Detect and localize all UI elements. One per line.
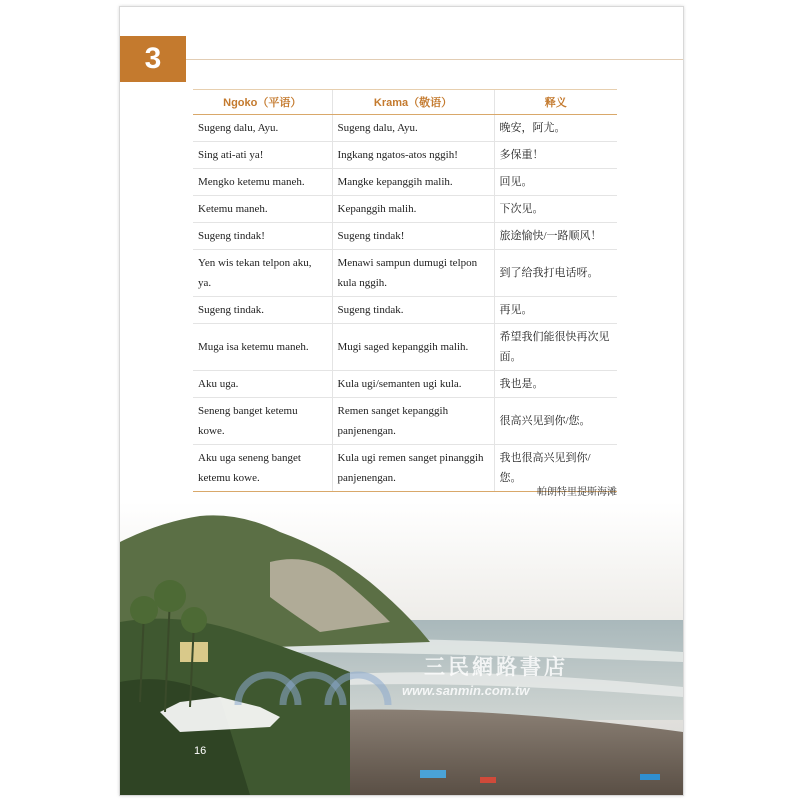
ngoko-cell: Muga isa ketemu maneh. (193, 324, 332, 371)
table-row (193, 196, 617, 223)
ngoko-cell: Ketemu maneh. (193, 196, 332, 223)
ngoko-cell: Mengko ketemu maneh. (193, 169, 332, 196)
ngoko-cell: Aku uga seneng banget ketemu kowe. (193, 445, 332, 492)
krama-cell: Kepanggih malih. (332, 196, 494, 223)
table-row (193, 297, 617, 324)
header-meaning: 释义 (494, 90, 617, 115)
table-row (193, 169, 617, 196)
krama-cell: Kula ugi/semanten ugi kula. (332, 371, 494, 398)
krama-cell: Sugeng tindak! (332, 223, 494, 250)
table-row (193, 223, 617, 250)
table-row (193, 142, 617, 169)
krama-cell: Sugeng tindak. (332, 297, 494, 324)
meaning-cell: 希望我们能很快再次见面。 (494, 324, 617, 371)
header-krama: Krama（敬语） (332, 90, 494, 115)
chapter-number-tab: 3 (120, 36, 186, 82)
meaning-cell: 我也很高兴见到你/您。 (494, 445, 617, 492)
watermark-name: 三民網路書店 (424, 655, 568, 679)
phrase-table (193, 89, 617, 492)
krama-cell: Ingkang ngatos-atos nggih! (332, 142, 494, 169)
ngoko-cell: Aku uga. (193, 371, 332, 398)
table-row (193, 324, 617, 371)
ngoko-cell: Yen wis tekan telpon aku, ya. (193, 250, 332, 297)
ngoko-cell: Sing ati-ati ya! (193, 142, 332, 169)
meaning-cell: 回见。 (494, 169, 617, 196)
watermark-url: www.sanmin.com.tw (402, 683, 530, 698)
meaning-cell: 很高兴见到你/您。 (494, 398, 617, 445)
meaning-cell: 下次见。 (494, 196, 617, 223)
page-number: 16 (194, 745, 207, 757)
krama-cell: Mangke kepanggih malih. (332, 169, 494, 196)
meaning-cell: 晚安，阿尤。 (494, 115, 617, 142)
meaning-cell: 旅途愉快/一路顺风！ (494, 223, 617, 250)
header-rule (186, 59, 683, 60)
krama-cell: Kula ugi remen sanget pinanggih panjenengan. (332, 445, 494, 492)
table-header-row (193, 90, 617, 115)
meaning-cell: 我也是。 (494, 371, 617, 398)
table-row (193, 250, 617, 297)
ngoko-cell: Sugeng tindak! (193, 223, 332, 250)
ngoko-cell: Sugeng tindak. (193, 297, 332, 324)
header-ngoko: Ngoko（平语） (193, 90, 332, 115)
publisher-watermark (228, 647, 588, 707)
ngoko-cell: Seneng banget ketemu kowe. (193, 398, 332, 445)
meaning-cell: 多保重！ (494, 142, 617, 169)
krama-cell: Remen sanget kepanggih panjenengan. (332, 398, 494, 445)
table-row (193, 115, 617, 142)
meaning-cell: 到了给我打电话呀。 (494, 250, 617, 297)
watermark-logo-icon (228, 647, 398, 705)
book-page (119, 6, 684, 796)
krama-cell: Mugi saged kepanggih malih. (332, 324, 494, 371)
krama-cell: Menawi sampun dumugi telpon kula nggih. (332, 250, 494, 297)
krama-cell: Sugeng dalu, Ayu. (332, 115, 494, 142)
meaning-cell: 再见。 (494, 297, 617, 324)
ngoko-cell: Sugeng dalu, Ayu. (193, 115, 332, 142)
table-row (193, 398, 617, 445)
photo-caption: 帕朗特里提斯海滩 (537, 487, 617, 498)
table-row (193, 371, 617, 398)
